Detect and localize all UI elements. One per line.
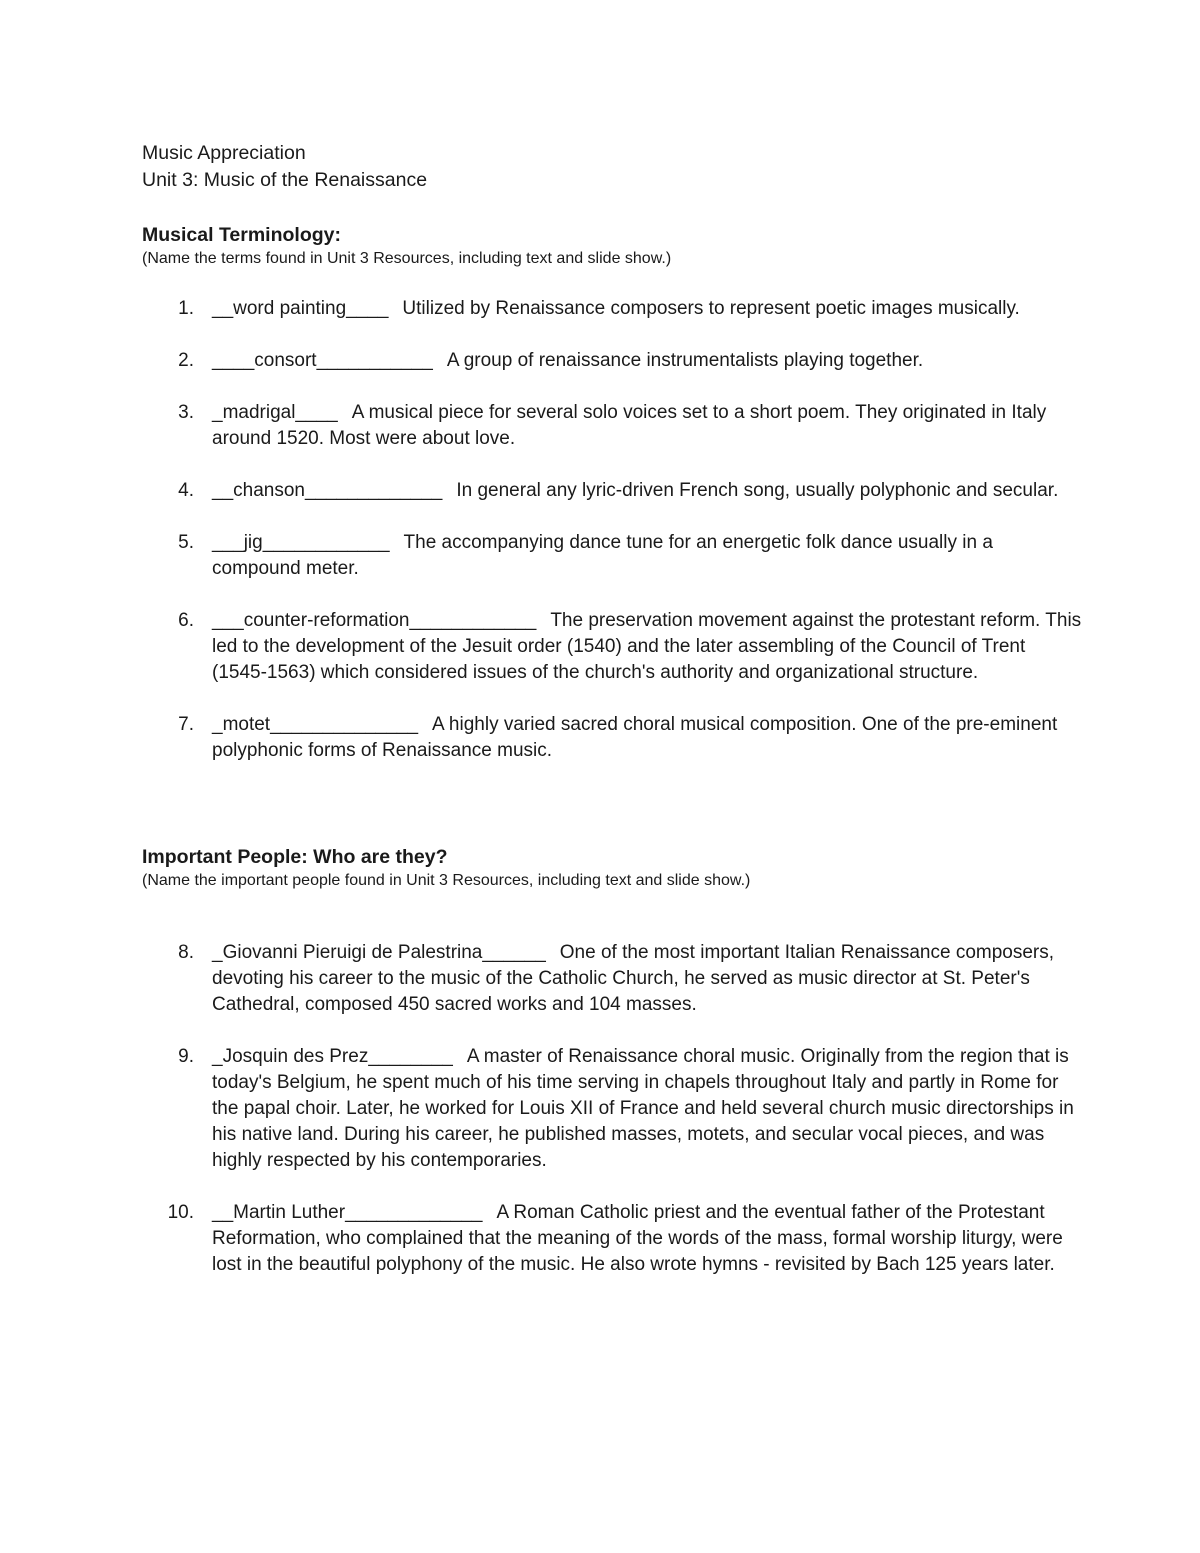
item-number: 10. bbox=[167, 1202, 194, 1223]
definition-text: In general any lyric-driven French song, usually polyphonic and secular. bbox=[456, 480, 1059, 501]
item-number: 3. bbox=[178, 402, 194, 423]
answer-text: _Josquin des Prez________ bbox=[212, 1046, 453, 1067]
item-number: 1. bbox=[178, 298, 194, 319]
answer-text: ___jig____________ bbox=[212, 532, 390, 553]
list-item bbox=[142, 712, 1082, 764]
item-number: 6. bbox=[178, 610, 194, 631]
item-number: 9. bbox=[178, 1046, 194, 1067]
item-number: 7. bbox=[178, 714, 194, 735]
list-item bbox=[142, 608, 1082, 686]
people-heading: Important People: Who are they? bbox=[142, 846, 448, 868]
answer-text: __chanson_____________ bbox=[212, 480, 443, 501]
answer-text: _madrigal____ bbox=[212, 402, 338, 423]
definition-text: A master of Renaissance choral music. Originally from the region that is today's Belgium, he spent much of his time serving in chapels throughout Italy and partly in Rome for the papal choir. Later, he worked for Louis XII of France and held several church music directorships in his native land. During his career, he published masses, motets, and secular vocal pieces, and was highly respected by his contemporaries. bbox=[212, 1046, 1074, 1171]
terminology-list bbox=[142, 296, 1082, 764]
item-number: 5. bbox=[178, 532, 194, 553]
definition-text: A musical piece for several solo voices set to a short poem. They originated in Italy around 1520. Most were about love. bbox=[212, 402, 1047, 449]
people-list bbox=[142, 940, 1082, 1278]
item-number: 4. bbox=[178, 480, 194, 501]
item-number: 8. bbox=[178, 942, 194, 963]
definition-text: Utilized by Renaissance composers to represent poetic images musically. bbox=[402, 298, 1020, 319]
item-number: 2. bbox=[178, 350, 194, 371]
list-item bbox=[142, 940, 1082, 1018]
list-item bbox=[142, 1200, 1082, 1278]
list-item bbox=[142, 1044, 1082, 1174]
answer-text: ___counter-reformation____________ bbox=[212, 610, 537, 631]
terminology-heading: Musical Terminology: bbox=[142, 224, 341, 246]
list-item bbox=[142, 530, 1082, 582]
answer-text: _motet______________ bbox=[212, 714, 419, 735]
answer-text: __Martin Luther_____________ bbox=[212, 1202, 483, 1223]
definition-text: A highly varied sacred choral musical composition. One of the pre-eminent polyphonic forms of Renaissance music. bbox=[212, 714, 1058, 761]
definition-text: A group of renaissance instrumentalists playing together. bbox=[446, 350, 924, 371]
definition-text: The preservation movement against the protestant reform. This led to the development of the Jesuit order (1540) and the later assembling of the Council of Trent (1545-1563) which considered issues of the church's authority and organizational structure. bbox=[212, 610, 1082, 683]
answer-text: __word painting____ bbox=[212, 298, 389, 319]
definition-text: A Roman Catholic priest and the eventual father of the Protestant Reformation, who complained that the meaning of the words of the mass, formal worship liturgy, were lost in the beautiful polyphony of the music. He also wrote hymns - revisited by Bach 125 years later. bbox=[212, 1202, 1063, 1275]
terminology-instructions: (Name the terms found in Unit 3 Resources, including text and slide show.) bbox=[142, 250, 672, 267]
answer-text: ____consort___________ bbox=[212, 350, 433, 371]
answer-text: _Giovanni Pieruigi de Palestrina______ bbox=[212, 942, 546, 963]
people-instructions: (Name the important people found in Unit 3 Resources, including text and slide show.) bbox=[142, 872, 751, 889]
list-item bbox=[142, 400, 1082, 452]
list-item bbox=[142, 296, 1082, 322]
list-item bbox=[142, 478, 1082, 504]
list-item bbox=[142, 348, 1082, 374]
unit-title: Unit 3: Music of the Renaissance bbox=[142, 169, 428, 191]
definition-text: One of the most important Italian Renaissance composers, devoting his career to the music of the Catholic Church, he served as music director at St. Peter's Cathedral, composed 450 sacred works and 104 masses. bbox=[212, 942, 1055, 1015]
course-title: Music Appreciation bbox=[142, 142, 306, 164]
definition-text: The accompanying dance tune for an energetic folk dance usually in a compound meter. bbox=[212, 532, 993, 579]
document-page bbox=[142, 140, 1082, 1304]
